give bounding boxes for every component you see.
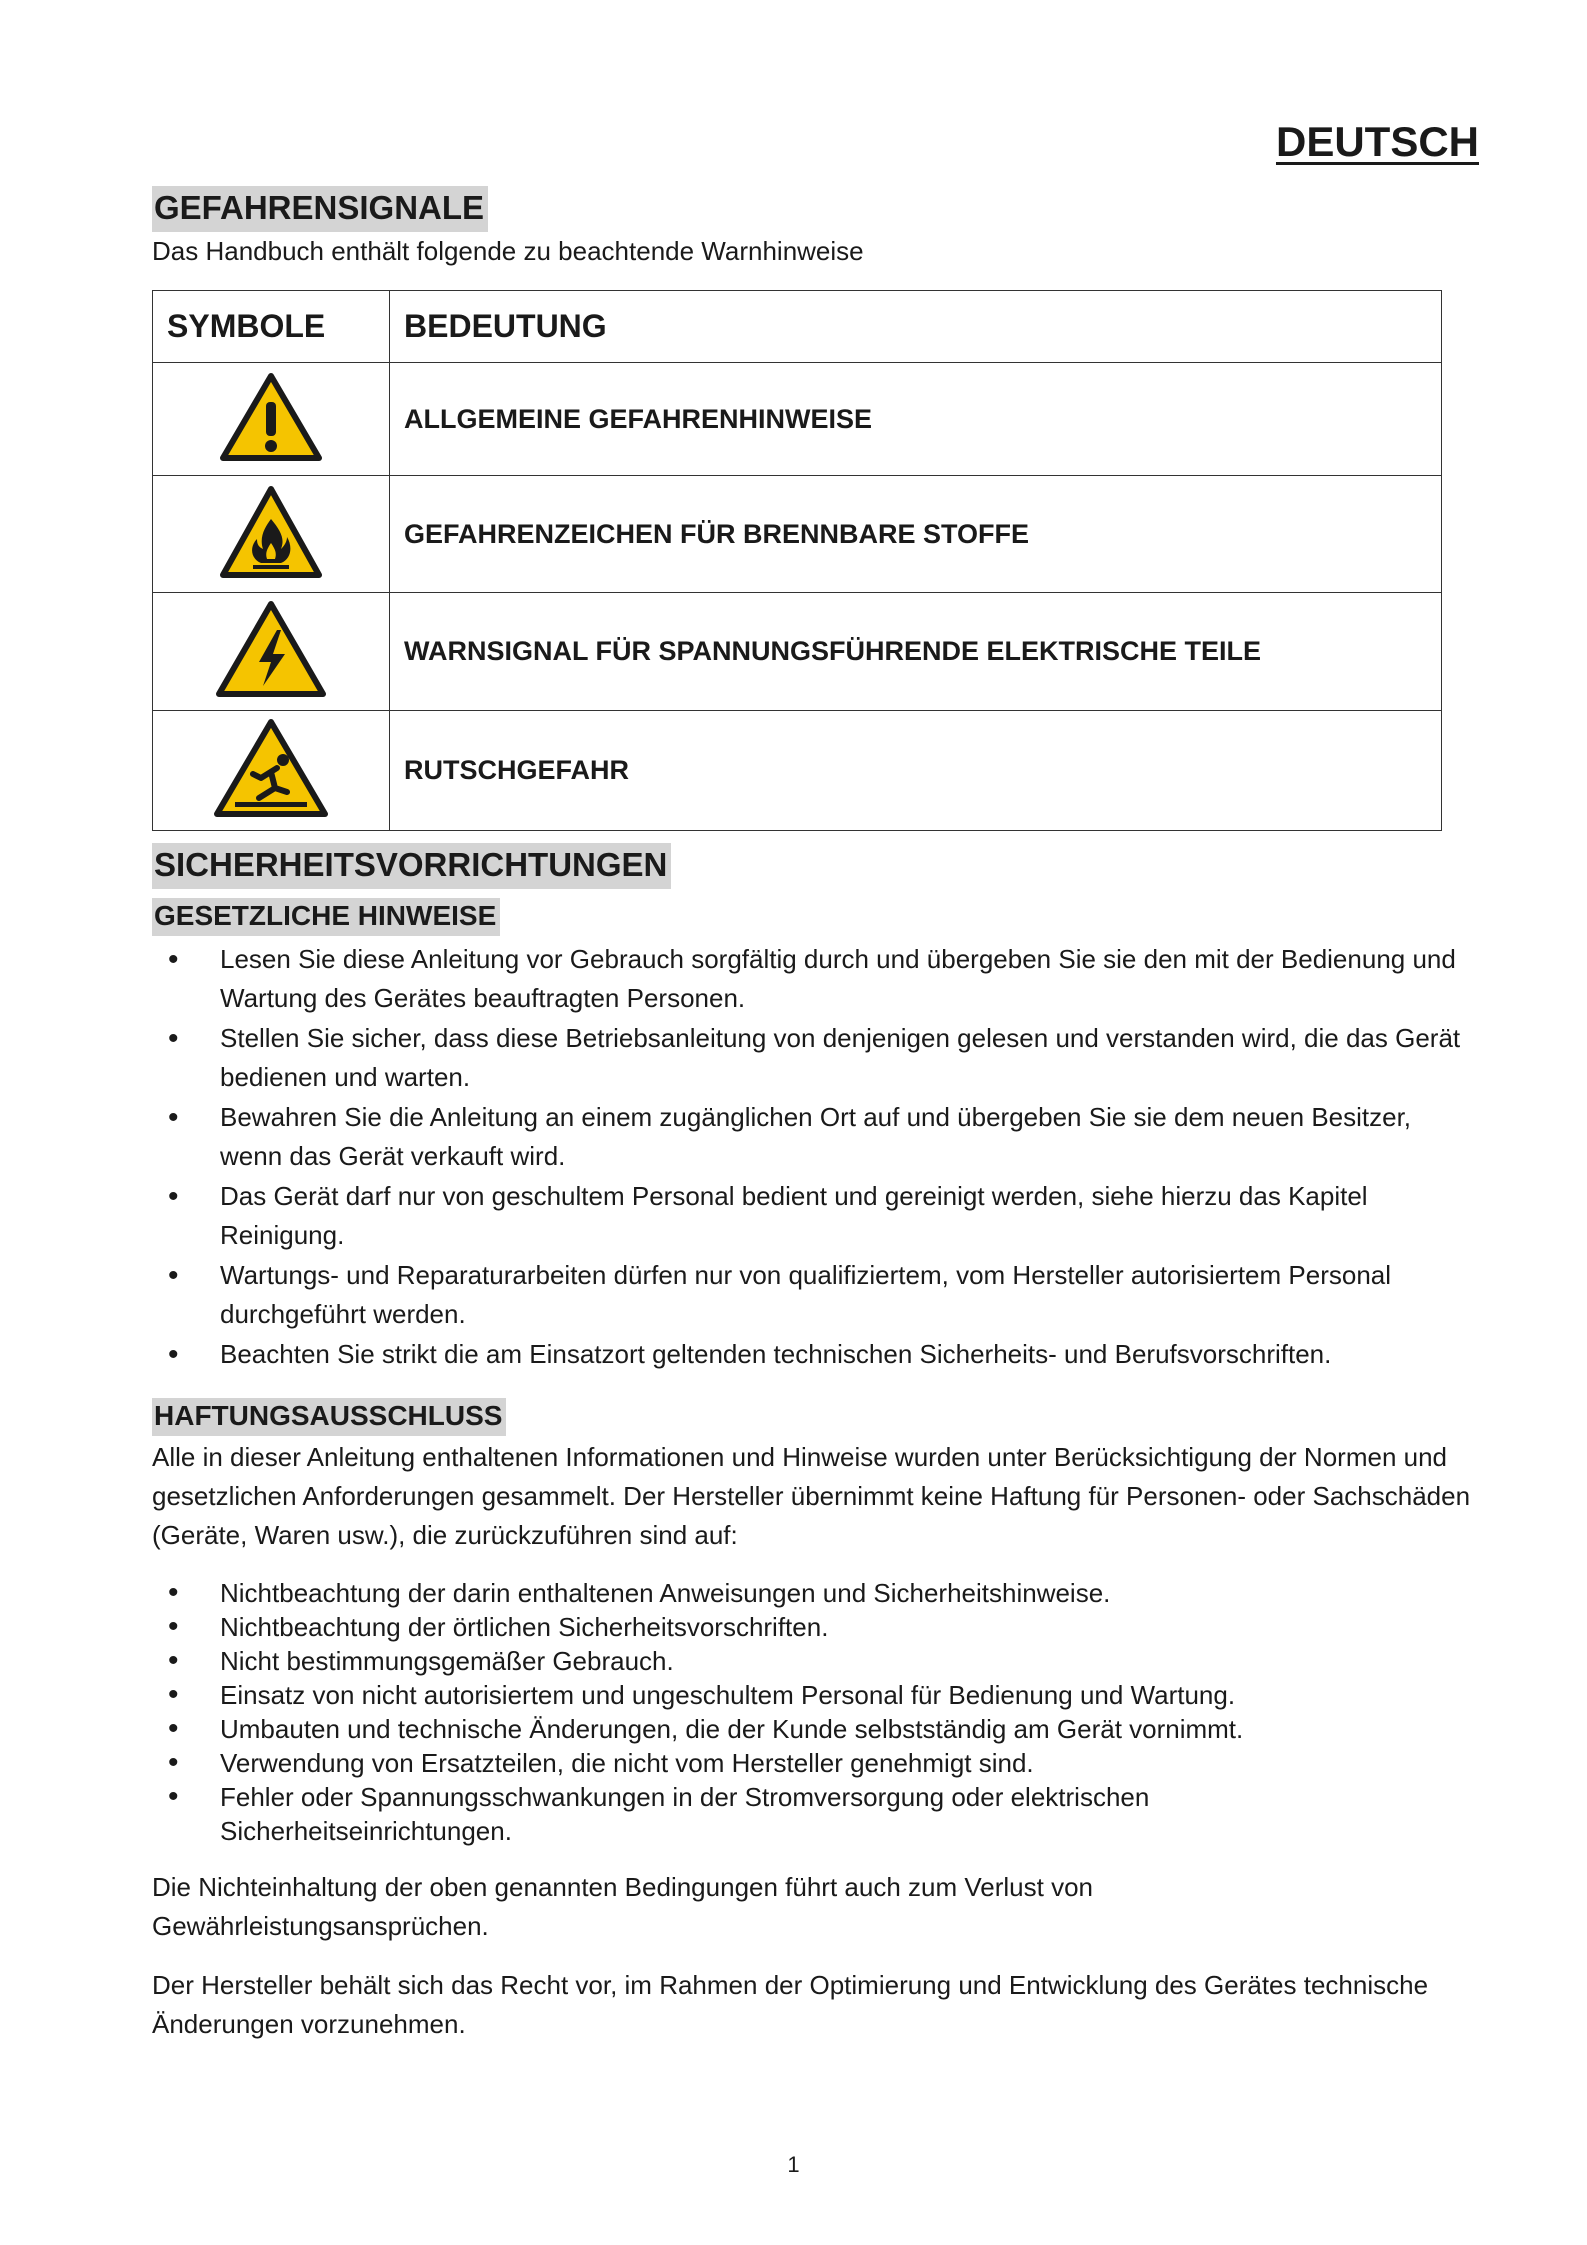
liability-title: HAFTUNGSAUSSCHLUSS (152, 1398, 506, 1436)
meaning-column-header: BEDEUTUNG (390, 291, 1442, 363)
liability-list (152, 1576, 1472, 1848)
list-item: • Nicht bestimmungsgemäßer Gebrauch. (152, 1644, 1472, 1678)
changes-note: Der Hersteller behält sich das Recht vor, im Rahmen der Optimierung und Entwicklung des Gerätes technische Änderungen vorzunehmen. (152, 1970, 1429, 2039)
safety-devices-title: SICHERHEITSVORRICHTUNGEN (152, 843, 671, 889)
legal-notes-list (152, 940, 1472, 1374)
liability-intro: Alle in dieser Anleitung enthaltenen Informationen und Hinweise wurden unter Berücksichtigung der Normen und gesetzlichen Anforderungen gesammelt. Der Hersteller übernimmt keine Haftung für Personen- oder Sachschäden (Geräte, Waren usw.), die zurückzuführen sind auf: (152, 1442, 1471, 1550)
page-number: 1 (787, 2152, 800, 2177)
table-row (153, 363, 1442, 476)
legal-notes-title: GESETZLICHE HINWEISE (152, 898, 500, 936)
list-item: • Nichtbeachtung der darin enthaltenen Anweisungen und Sicherheitshinweise. (152, 1576, 1472, 1610)
general-warning-icon (219, 372, 323, 462)
hazard-signals-intro: Das Handbuch enthält folgende zu beachtende Warnhinweise (152, 236, 864, 266)
symbol-cell (153, 593, 390, 711)
list-item: • Verwendung von Ersatzteilen, die nicht vom Hersteller genehmigt sind. (152, 1746, 1472, 1780)
hazard-signals-title: GEFAHRENSIGNALE (152, 186, 488, 232)
symbol-cell (153, 363, 390, 476)
hazard-signals-table (152, 290, 1442, 831)
meaning-cell: RUTSCHGEFAHR (390, 711, 1442, 831)
list-item: • Das Gerät darf nur von geschultem Personal bedient und gereinigt werden, siehe hierzu das Kapitel Reinigung. (152, 1177, 1472, 1255)
meaning-cell: ALLGEMEINE GEFAHRENHINWEISE (390, 363, 1442, 476)
list-item: • Stellen Sie sicher, dass diese Betriebsanleitung von denjenigen gelesen und verstanden wird, die das Gerät bedienen und warten. (152, 1019, 1472, 1097)
list-item: • Fehler oder Spannungsschwankungen in der Stromversorgung oder elektrischen Sicherheitseinrichtungen. (152, 1780, 1270, 1848)
list-item: • Nichtbeachtung der örtlichen Sicherheitsvorschriften. (152, 1610, 1472, 1644)
symbols-column-header: SYMBOLE (153, 291, 390, 363)
list-item: • Umbauten und technische Änderungen, die der Kunde selbstständig am Gerät vornimmt. (152, 1712, 1472, 1746)
symbol-cell (153, 711, 390, 831)
language-heading: DEUTSCH (1275, 118, 1479, 165)
table-row (153, 593, 1442, 711)
symbol-cell (153, 476, 390, 593)
warranty-note: Die Nichteinhaltung der oben genannten Bedingungen führt auch zum Verlust von Gewährleistungsansprüchen. (152, 1872, 1093, 1941)
list-item: • Wartungs- und Reparaturarbeiten dürfen nur von qualifiziertem, vom Hersteller autorisiertem Personal durchgeführt werden. (152, 1256, 1472, 1334)
list-item: • Beachten Sie strikt die am Einsatzort geltenden technischen Sicherheits- und Berufsvorschriften. (152, 1335, 1472, 1374)
meaning-cell: WARNSIGNAL FÜR SPANNUNGSFÜHRENDE ELEKTRISCHE TEILE (390, 593, 1442, 711)
electrical-warning-icon (215, 600, 327, 698)
table-row (153, 711, 1442, 831)
list-item: • Lesen Sie diese Anleitung vor Gebrauch sorgfältig durch und übergeben Sie sie den mit der Bedienung und Wartung des Gerätes beauftragten Personen. (152, 940, 1472, 1018)
table-row (153, 476, 1442, 593)
flammable-warning-icon (219, 485, 323, 579)
list-item: • Bewahren Sie die Anleitung an einem zugänglichen Ort auf und übergeben Sie sie dem neuen Besitzer, wenn das Gerät verkauft wird. (152, 1098, 1472, 1176)
list-item: • Einsatz von nicht autorisiertem und ungeschultem Personal für Bedienung und Wartung. (152, 1678, 1472, 1712)
slippery-surface-icon (213, 718, 329, 818)
meaning-cell: GEFAHRENZEICHEN FÜR BRENNBARE STOFFE (390, 476, 1442, 593)
table-header-row (153, 291, 1442, 363)
